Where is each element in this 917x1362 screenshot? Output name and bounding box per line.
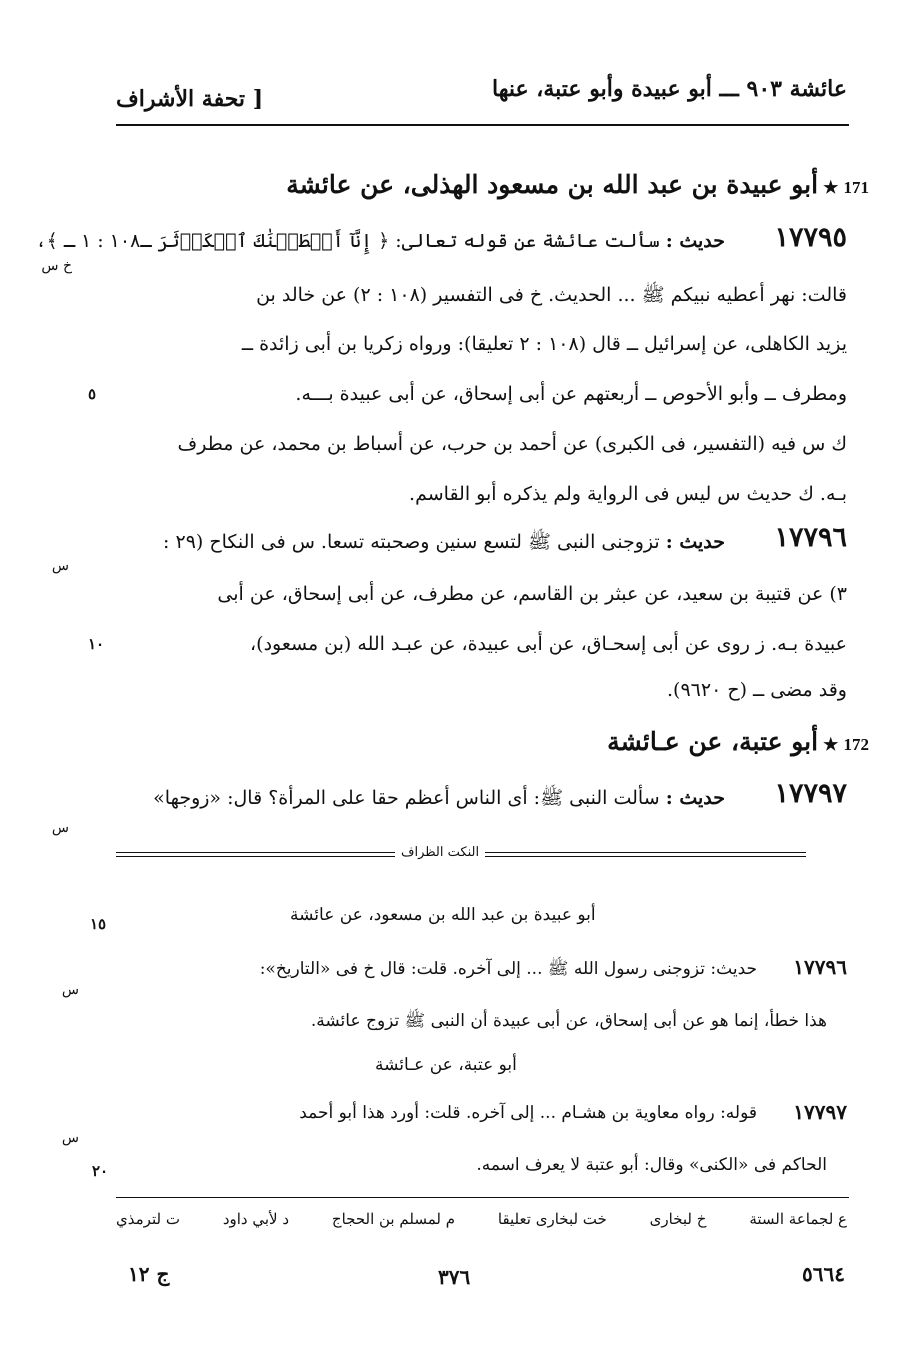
abbreviation-item: خت لبخارى تعليقا [497,1210,607,1228]
note-line: قوله: رواه معاوية بن هشـام ... إلى آخره. قلت: أورد هذا أبو أحمد [299,1103,757,1123]
note-line: حديث: تزوجنى رسول الله ﷺ ... إلى آخره. قلت: قال خ فى «التاريخ»: [259,959,757,979]
section-heading-171 [286,170,869,199]
volume-number: ج ١٢ [128,1262,170,1286]
hadith-keyword: حديث : [665,230,725,252]
section-number: 171 [843,178,869,197]
abbreviation-item: ع لجماعة الستة [749,1210,847,1228]
section-heading-172 [607,727,869,756]
running-header-right: عائشة ٩٠٣ ـــ أبو عبيدة وأبو عتبة، عنها [491,76,847,102]
hadith-line: بـه. ﻙ حديث س ليس فى الرواية ولم يذكره أبو القاسم. [409,483,847,505]
hadith-keyword: حديث : [665,531,725,553]
margin-line-number: ٢٠ [92,1162,109,1180]
hadith-text: سألت النبى ﷺ: أى الناس أعظم حقا على المرأة؟ قال: «زوجها» [153,787,660,809]
hadith-line: ﻙ س فيه (التفسير، فى الكبرى) عن أحمد بن حرب، عن أسباط بن محمد، عن مطرف [177,433,847,455]
hadith-symbol: خ س [41,258,72,274]
page-number: ٣٧٦ [438,1265,471,1289]
hadith-symbol: س [51,558,69,574]
abbreviation-item: ت لترمذي [116,1210,180,1228]
note-number: ١٧٧٩٦ [793,955,847,979]
abbreviation-item: د لأبي داود [222,1210,290,1228]
star-marker: ★ [823,178,839,197]
hadith-keyword: حديث : [665,787,725,809]
abbreviation-rule [116,1197,849,1198]
abbreviation-item: خ لبخارى [649,1210,707,1228]
note-symbol: س [61,982,79,998]
note-number: ١٧٧٩٧ [793,1100,847,1124]
header-rule [116,124,849,126]
hadith-line [35,230,725,252]
hadith-number-17796: ١٧٧٩٦ [774,522,847,553]
hadith-line: ومطرف ــ وأبو الأحوص ــ أربعتهم عن أبى إسحاق، عن أبى عبيدة بـــه. [295,383,847,405]
hadith-line: قالت: نهر أعطيه نبيكم ﷺ ... الحديث. خ فى التفسير (١٠٨ : ٢) عن خالد بن [256,284,847,306]
hadith-line: عبيدة بـه. ز روى عن أبى إسحـاق، عن أبى عبيدة، عن عبـد الله (بن مسعود)، [250,633,847,655]
margin-line-number: ١٠ [88,635,105,653]
footer-hadith-count: ٥٦٦٤ [802,1262,845,1286]
section-title: أبو عبيدة بن عبد الله بن مسعود الهذلى، عن عائشة [286,170,819,199]
hadith-number-17797: ١٧٧٩٧ [774,778,847,809]
hadith-text: تزوجنى النبى ﷺ لتسع سنين وصحبته تسعا. س فى النكاح (٢٩ : [163,531,660,553]
hadith-line [153,786,725,814]
note-symbol: س [61,1130,79,1146]
abbreviation-key [116,1210,847,1228]
hadith-line: ٣) عن قتيبة بن سعيد، عن عبثر بن القاسم، عن مطرف، عن أبى إسحاق، عن أبى [217,583,847,605]
abbreviation-item: م لمسلم بن الحجاج [331,1210,456,1228]
divider-label: النكت الظراف [395,845,485,860]
section-number: 172 [843,735,869,754]
hadith-line: وقد مضى ــ (ح ٩٦٢٠). [667,679,847,701]
hadith-line [163,530,725,558]
margin-line-number: ٥ [88,385,97,403]
hadith-symbol: س [51,820,69,836]
margin-line-number: ١٥ [90,915,107,933]
notes-heading: أبو عبيدة بن عبد الله بن مسعود، عن عائشة [290,905,596,925]
section-title: أبو عتبة، عن عـائشة [607,727,819,756]
hadith-text: سألت عائشة عن قوله تعالى: ﴿ إِنَّآ أَعۡطَيۡنَٰكَ ٱلۡكَوۡثَرَ ـ١٠٨ : ١ ـ ﴾، [35,230,660,252]
hadith-number-17795: ١٧٧٩٥ [774,222,847,253]
note-line: الحاكم فى «الكنى» وقال: أبو عتبة لا يعرف اسمه. [476,1155,827,1175]
notes-heading: أبو عتبة، عن عـائشة [375,1055,517,1075]
note-line: هذا خطأ، إنما هو عن أبى إسحاق، عن أبى عبيدة أن النبى ﷺ تزوج عائشة. [310,1011,827,1031]
running-header-left: [ تحفة الأشراف [116,86,264,112]
star-marker: ★ [823,735,839,754]
hadith-line: يزيد الكاهلى، عن إسرائيل ــ قال (١٠٨ : ٢ تعليقا): ورواه زكريا بن أبى زائدة ــ [241,333,847,355]
